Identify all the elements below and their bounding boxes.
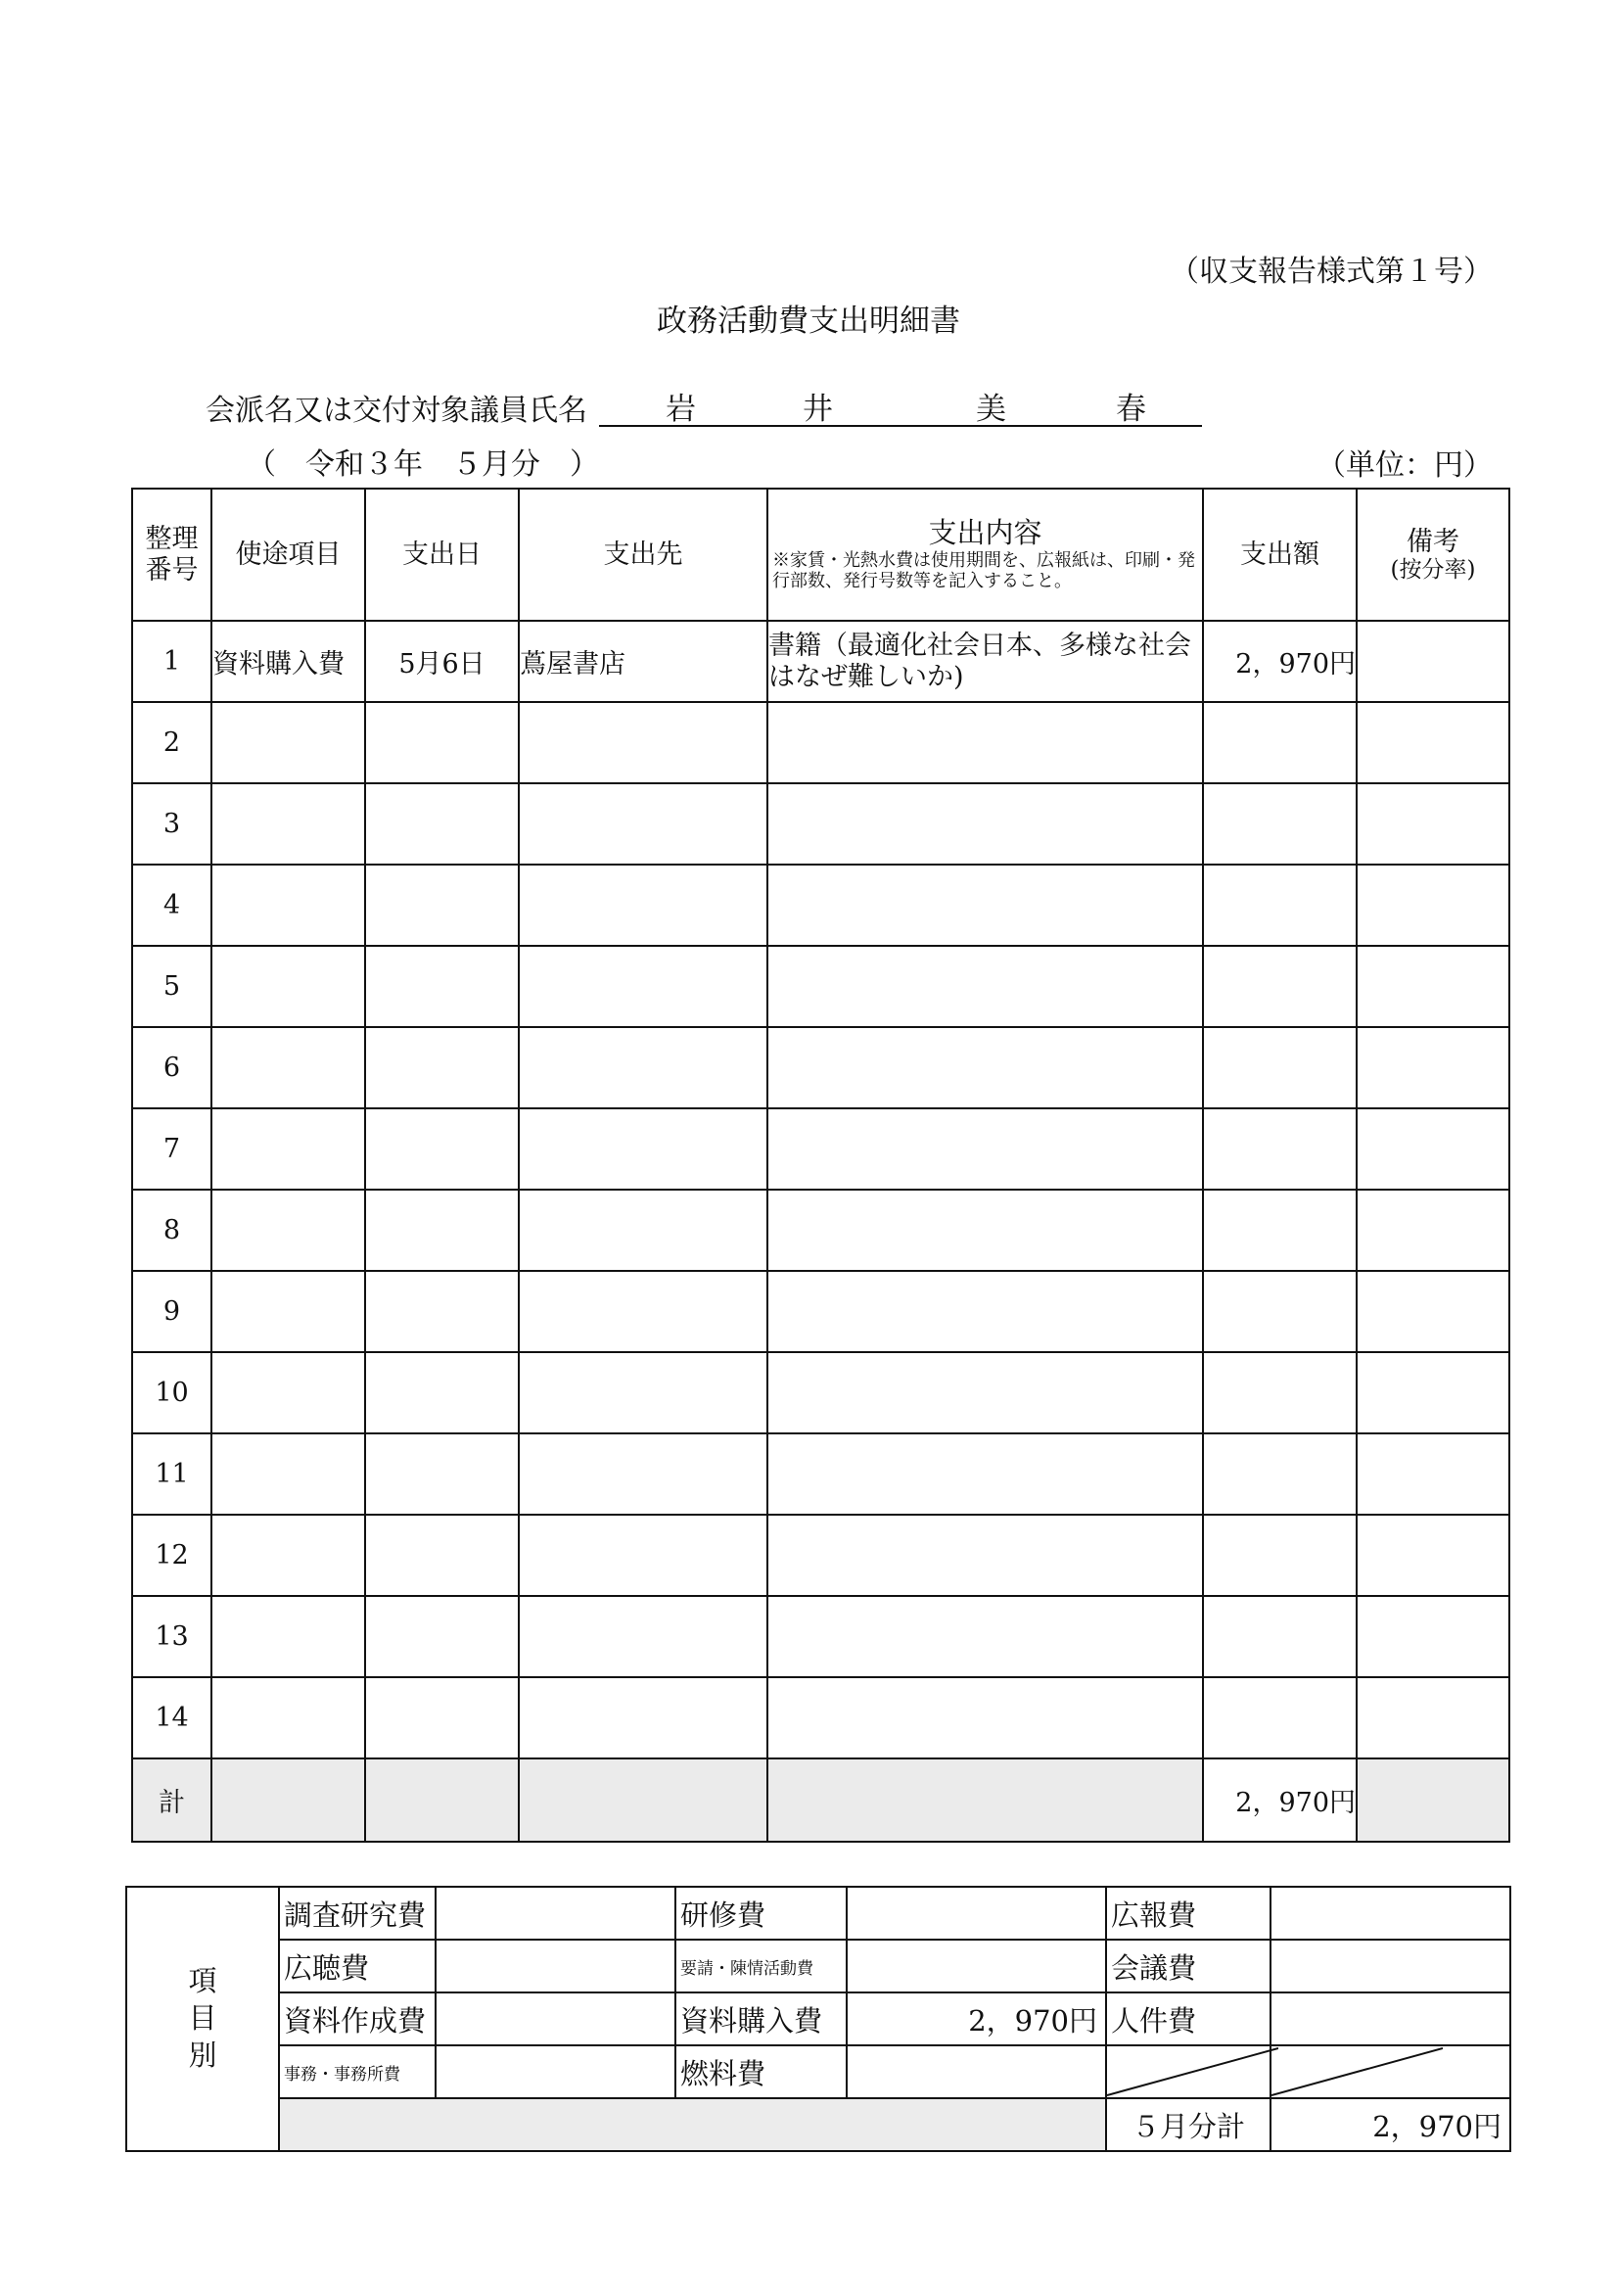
cell-purpose [211, 1271, 365, 1352]
header-date: 支出日 [365, 489, 519, 621]
cell-payee [519, 1352, 767, 1433]
cell-payee [519, 1190, 767, 1271]
category-label: 人件費 [1106, 1992, 1270, 2045]
side-label-char: 目 [188, 2001, 217, 2036]
total-amount: 2，970円 [1203, 1758, 1357, 1842]
cell-date [365, 1596, 519, 1677]
table-row [132, 783, 1509, 865]
cell-purpose [211, 1596, 365, 1677]
cell-payee [519, 702, 767, 783]
summary-row [126, 1992, 1510, 2045]
cell-payee: 蔦屋書店 [519, 621, 767, 702]
cell-purpose [211, 1433, 365, 1515]
cell-date [365, 1027, 519, 1108]
cell-payee [519, 865, 767, 946]
cell-content [767, 1515, 1203, 1596]
header-content-note: ※家賃・光熱水費は使用期間を、広報紙は、印刷・発行部数、発行号数等を記入すること。 [772, 549, 1195, 592]
member-name-char: 春 [1116, 392, 1146, 427]
expense-detail-table [131, 488, 1510, 1843]
cell-content [767, 1108, 1203, 1190]
cell-remarks [1357, 702, 1509, 783]
category-value [847, 1887, 1106, 1940]
cell-remarks [1357, 1352, 1509, 1433]
cell-number: 10 [132, 1352, 211, 1433]
total-row [132, 1758, 1509, 1842]
cell-date [365, 1352, 519, 1433]
detail-header-row [132, 489, 1509, 621]
cell-purpose [211, 702, 365, 783]
form-number: （収支報告様式第１号） [1170, 255, 1493, 289]
cell-amount [1203, 946, 1357, 1027]
cell-amount [1203, 1596, 1357, 1677]
cell-date [365, 1515, 519, 1596]
cell-date [365, 1677, 519, 1758]
struck-cell [1106, 2045, 1270, 2098]
cell-payee [519, 946, 767, 1027]
header-remarks-sub: (按分率) [1390, 556, 1476, 583]
cell-content [767, 1027, 1203, 1108]
cell-remarks [1357, 1677, 1509, 1758]
cell-number: 3 [132, 783, 211, 865]
cell-remarks [1357, 1190, 1509, 1271]
cell-purpose [211, 946, 365, 1027]
table-row [132, 621, 1509, 702]
table-row [132, 1515, 1509, 1596]
cell-date [365, 946, 519, 1027]
cell-content [767, 1596, 1203, 1677]
header-content [767, 489, 1203, 621]
category-value [1270, 1992, 1510, 2045]
cell-remarks [1357, 1596, 1509, 1677]
cell-number: 14 [132, 1677, 211, 1758]
cell-remarks [1357, 783, 1509, 865]
summary-side-label [126, 1887, 279, 2151]
category-value: 2，970円 [847, 1992, 1106, 2045]
summary-row [126, 2045, 1510, 2098]
side-label-char: 項 [188, 1964, 217, 1998]
cell-date [365, 783, 519, 865]
cell-remarks [1357, 1515, 1509, 1596]
cell-remarks [1357, 865, 1509, 946]
summary-total-row [126, 2098, 1510, 2151]
cell-payee [519, 1027, 767, 1108]
cell-payee [519, 1108, 767, 1190]
header-amount: 支出額 [1203, 489, 1357, 621]
cell-content [767, 783, 1203, 865]
cell-content: 書籍（最適化社会日本、多様な社会はなぜ難しいか) [767, 621, 1203, 702]
table-row [132, 1027, 1509, 1108]
header-number: 整理番号 [132, 489, 211, 621]
category-value [1270, 1887, 1510, 1940]
cell-date [365, 702, 519, 783]
category-label: 資料購入費 [675, 1992, 847, 2045]
reporting-period: （ 令和３年 ５月分 ） [247, 447, 599, 482]
cell-number: 11 [132, 1433, 211, 1515]
category-label: 燃料費 [675, 2045, 847, 2098]
table-row [132, 865, 1509, 946]
cell-amount [1203, 1352, 1357, 1433]
cell-payee [519, 1596, 767, 1677]
cell-amount [1203, 1190, 1357, 1271]
cell-purpose [211, 1027, 365, 1108]
total-label: 計 [132, 1758, 211, 1842]
table-row [132, 1596, 1509, 1677]
member-name-char: 岩 [666, 392, 696, 427]
cell-payee [519, 1271, 767, 1352]
category-label: 要請・陳情活動費 [675, 1940, 847, 1992]
cell-purpose [211, 1515, 365, 1596]
cell-remarks [1357, 1027, 1509, 1108]
cell-amount [1203, 783, 1357, 865]
cell-purpose: 資料購入費 [211, 621, 365, 702]
document-title: 政務活動費支出明細書 [657, 304, 960, 339]
table-row [132, 1677, 1509, 1758]
category-value [436, 1992, 675, 2045]
cell-purpose [211, 1677, 365, 1758]
table-row [132, 702, 1509, 783]
header-remarks [1357, 489, 1509, 621]
shaded-blank-cell [1357, 1758, 1509, 1842]
cell-amount [1203, 1515, 1357, 1596]
month-total-value: 2，970円 [1270, 2098, 1510, 2151]
cell-remarks [1357, 621, 1509, 702]
shaded-blank-cell [279, 2098, 1106, 2151]
category-value [436, 1887, 675, 1940]
cell-number: 12 [132, 1515, 211, 1596]
cell-content [767, 865, 1203, 946]
header-remarks-title: 備考 [1407, 526, 1459, 557]
cell-number: 4 [132, 865, 211, 946]
cell-number: 8 [132, 1190, 211, 1271]
cell-amount [1203, 1027, 1357, 1108]
summary-row [126, 1887, 1510, 1940]
cell-purpose [211, 1190, 365, 1271]
category-value [847, 2045, 1106, 2098]
cell-number: 1 [132, 621, 211, 702]
member-name-char: 美 [976, 392, 1006, 427]
cell-amount [1203, 702, 1357, 783]
cell-date [365, 1190, 519, 1271]
category-value [847, 1940, 1106, 1992]
summary-row [126, 1940, 1510, 1992]
category-label: 事務・事務所費 [279, 2045, 436, 2098]
unit-label: （単位：円） [1317, 448, 1493, 483]
shaded-blank-cell [767, 1758, 1203, 1842]
cell-date [365, 1433, 519, 1515]
shaded-blank-cell [365, 1758, 519, 1842]
table-row [132, 1108, 1509, 1190]
cell-content [767, 702, 1203, 783]
cell-payee [519, 1515, 767, 1596]
cell-amount [1203, 1433, 1357, 1515]
cell-content [767, 946, 1203, 1027]
cell-number: 2 [132, 702, 211, 783]
cell-number: 7 [132, 1108, 211, 1190]
cell-purpose [211, 783, 365, 865]
cell-date: 5月6日 [365, 621, 519, 702]
member-name [599, 384, 1202, 427]
cell-purpose [211, 865, 365, 946]
cell-content [767, 1190, 1203, 1271]
header-purpose: 使途項目 [211, 489, 365, 621]
member-name-char: 井 [803, 392, 833, 427]
side-label-char: 別 [188, 2038, 217, 2072]
category-value [1270, 1940, 1510, 1992]
cell-content [767, 1677, 1203, 1758]
header-payee: 支出先 [519, 489, 767, 621]
category-value [436, 1940, 675, 1992]
table-row [132, 946, 1509, 1027]
cell-number: 9 [132, 1271, 211, 1352]
table-row [132, 1352, 1509, 1433]
cell-remarks [1357, 1271, 1509, 1352]
table-row [132, 1190, 1509, 1271]
cell-date [365, 865, 519, 946]
table-row [132, 1433, 1509, 1515]
category-label: 広聴費 [279, 1940, 436, 1992]
category-label: 調査研究費 [279, 1887, 436, 1940]
cell-amount: 2，970円 [1203, 621, 1357, 702]
category-summary-table [125, 1886, 1511, 2152]
cell-remarks [1357, 1108, 1509, 1190]
cell-payee [519, 1433, 767, 1515]
shaded-blank-cell [519, 1758, 767, 1842]
header-content-title: 支出内容 [928, 516, 1042, 550]
member-label: 会派名又は交付対象議員氏名 [206, 394, 587, 428]
category-label: 会議費 [1106, 1940, 1270, 1992]
cell-amount [1203, 865, 1357, 946]
cell-content [767, 1271, 1203, 1352]
cell-date [365, 1108, 519, 1190]
diagonal-strike [1107, 2046, 1278, 2097]
cell-remarks [1357, 946, 1509, 1027]
cell-content [767, 1352, 1203, 1433]
cell-number: 6 [132, 1027, 211, 1108]
cell-number: 13 [132, 1596, 211, 1677]
cell-amount [1203, 1677, 1357, 1758]
category-label: 広報費 [1106, 1887, 1270, 1940]
cell-payee [519, 1677, 767, 1758]
cell-payee [519, 783, 767, 865]
cell-amount [1203, 1108, 1357, 1190]
cell-purpose [211, 1352, 365, 1433]
category-value [436, 2045, 675, 2098]
category-label: 研修費 [675, 1887, 847, 1940]
struck-cell [1270, 2045, 1510, 2098]
cell-content [767, 1433, 1203, 1515]
diagonal-strike [1271, 2046, 1443, 2097]
month-total-label: ５月分計 [1106, 2098, 1270, 2151]
cell-date [365, 1271, 519, 1352]
table-row [132, 1271, 1509, 1352]
category-label: 資料作成費 [279, 1992, 436, 2045]
cell-amount [1203, 1271, 1357, 1352]
cell-remarks [1357, 1433, 1509, 1515]
cell-number: 5 [132, 946, 211, 1027]
cell-purpose [211, 1108, 365, 1190]
shaded-blank-cell [211, 1758, 365, 1842]
